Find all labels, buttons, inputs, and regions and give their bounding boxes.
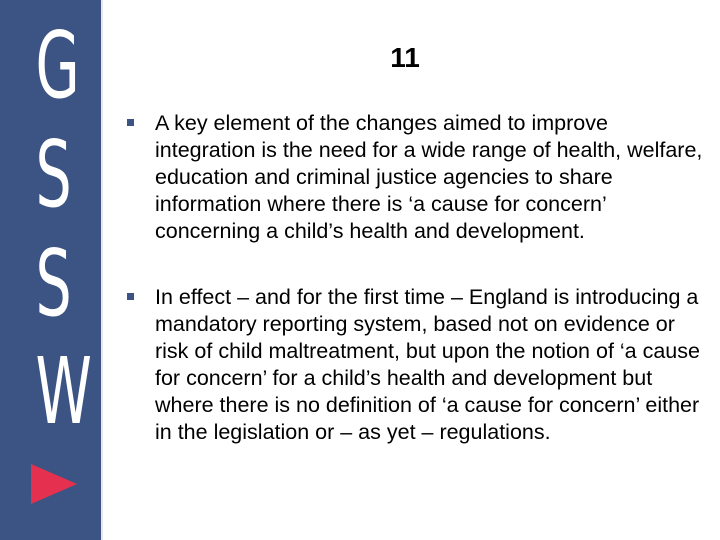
logo-sidebar	[0, 0, 101, 540]
logo-letter-s-first: S	[35, 121, 72, 228]
play-triangle-icon	[31, 464, 77, 504]
logo-letter-s-second: S	[35, 230, 72, 337]
logo-letter-w: W	[35, 338, 92, 445]
slide-title: 11	[390, 42, 420, 73]
sidebar-divider	[101, 0, 103, 540]
logo-letter-g: G	[35, 12, 80, 119]
bullet-item	[126, 110, 711, 245]
bullet-list	[126, 110, 711, 446]
bullet-text: In effect – and for the first time – England is introducing a mandatory reporting system, based not on evidence or risk of child maltreatment, but upon the notion of ‘a cause for concern’ for a child’s health and development but where there is no definition of ‘a cause for concern’ either in the legislation or – as yet – regulations.	[155, 285, 700, 444]
square-bullet-icon	[127, 119, 134, 126]
square-bullet-icon	[127, 293, 134, 300]
bullet-item	[126, 284, 711, 446]
bullet-text: A key element of the changes aimed to improve integration is the need for a wide range of health, welfare, education and criminal justice agencies to share information where there is ‘a cause for concern’ concerning a child’s health and development.	[155, 111, 703, 243]
